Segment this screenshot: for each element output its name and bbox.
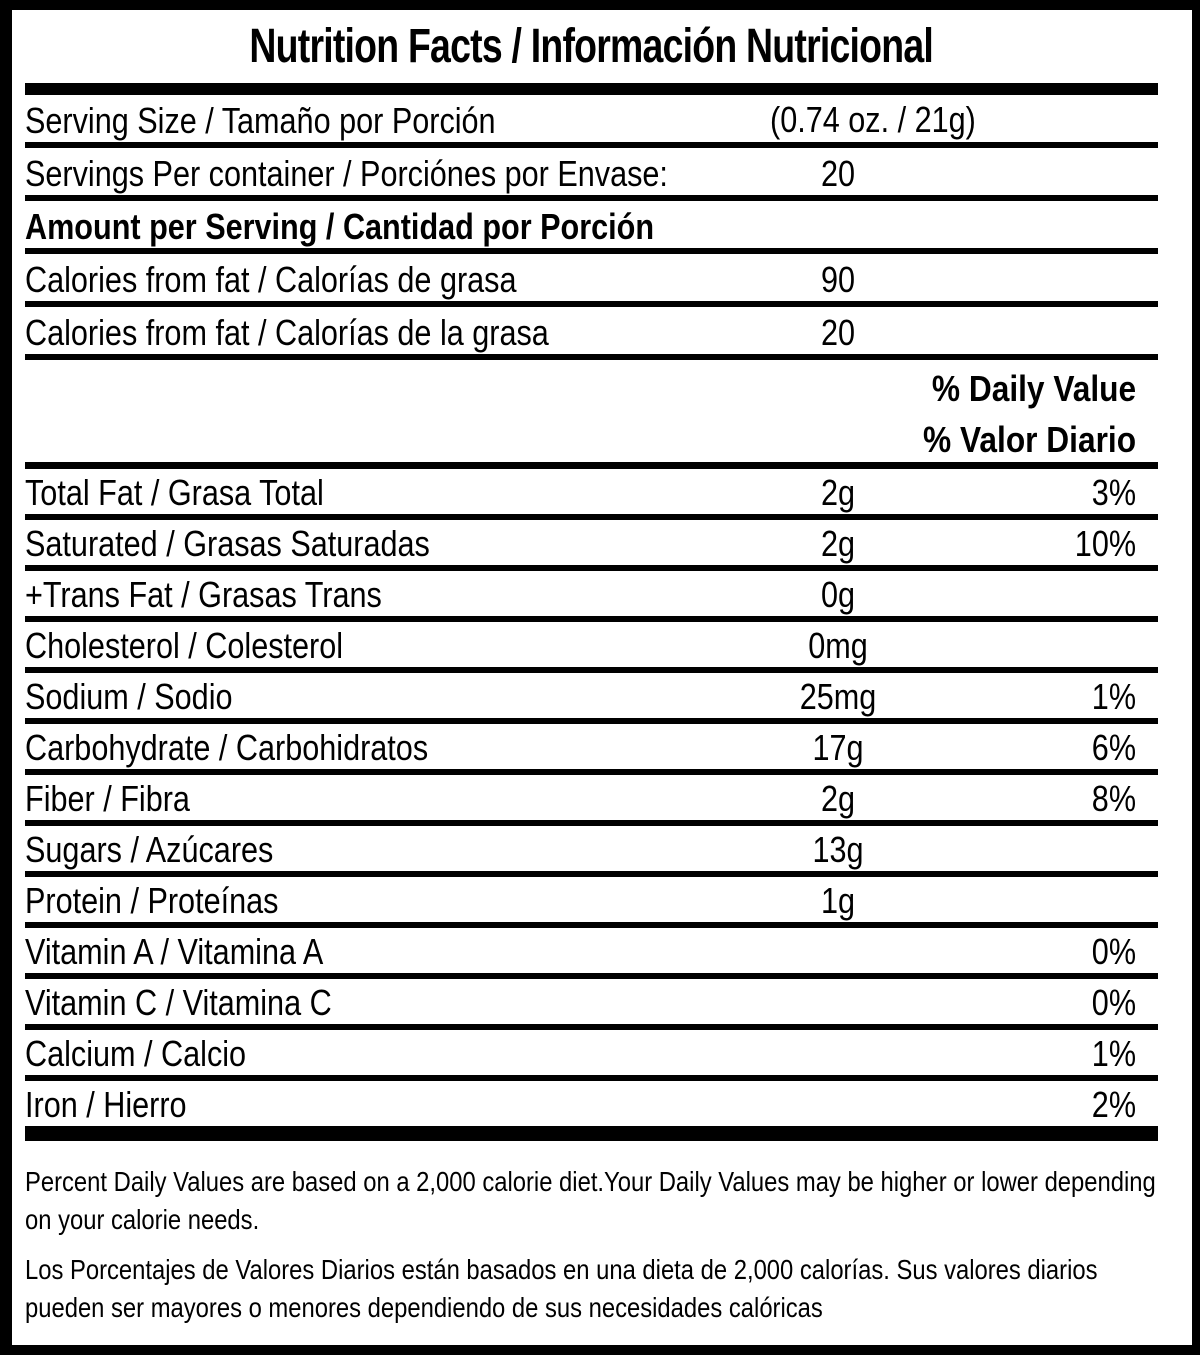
nutrient-row-fiber [25, 775, 1158, 826]
servings-per-container-row [25, 148, 1158, 201]
calories-from-fat-row-1 [25, 254, 1158, 307]
daily-value-header-block [25, 360, 1158, 469]
calories-from-fat-value-1: 90 [820, 259, 856, 300]
nutrient-label: Protein / Proteínas [25, 880, 279, 921]
amount-per-serving-row [25, 201, 1158, 254]
nutrient-row-sodium [25, 673, 1158, 724]
nutrient-row-total-fat [25, 469, 1158, 520]
servings-per-container-value: 20 [820, 153, 856, 194]
nutrient-label: Saturated / Grasas Saturadas [25, 523, 430, 564]
nutrient-label: Sugars / Azúcares [25, 829, 274, 870]
footnotes-section [25, 1141, 1158, 1327]
daily-value-header-en: % Daily Value [931, 368, 1136, 409]
calories-from-fat-label-1: Calories from fat / Calorías de grasa [25, 259, 517, 300]
label-header [25, 10, 1158, 83]
nutrient-amount: 2g [820, 472, 856, 513]
nutrient-row-iron [25, 1081, 1158, 1132]
nutrient-daily-value: 0% [1091, 931, 1136, 972]
footnote-spanish: Los Porcentajes de Valores Diarios están basados en una dieta de 2,000 calorías. Sus valores diarios pueden ser mayores o menores dependiendo de sus necesidades calóricas [25, 1254, 1098, 1323]
nutrient-daily-value: 1% [1091, 1033, 1136, 1074]
nutrient-row-trans-fat [25, 571, 1158, 622]
nutrient-amount: 0g [820, 574, 856, 615]
nutrient-amount [718, 1036, 958, 1072]
nutrient-daily-value: 0% [1091, 982, 1136, 1023]
footnote-english: Percent Daily Values are based on a 2,000 calorie diet.Your Daily Values may be higher or lower depending on your calorie needs. [25, 1166, 1156, 1235]
calories-from-fat-value-2: 20 [820, 312, 856, 353]
calories-from-fat-row-2 [25, 307, 1158, 360]
label-title: Nutrition Facts / Información Nutricional [249, 20, 934, 73]
nutrient-amount: 2g [820, 778, 856, 819]
nutrient-label: Cholesterol / Colesterol [25, 625, 344, 666]
table-end-bar [25, 1132, 1158, 1141]
nutrient-amount: 25mg [799, 676, 877, 717]
nutrient-amount: 1g [820, 880, 856, 921]
nutrient-row-calcium [25, 1030, 1158, 1081]
nutrient-amount [718, 1087, 958, 1123]
serving-size-row [25, 95, 1158, 148]
serving-size-value: (0.74 oz. / 21g) [770, 99, 976, 140]
nutrient-label: Fiber / Fibra [25, 778, 190, 819]
nutrient-label: Vitamin A / Vitamina A [25, 931, 324, 972]
nutrient-row-cholesterol [25, 622, 1158, 673]
nutrient-row-protein [25, 877, 1158, 928]
nutrient-daily-value: 1% [1091, 676, 1136, 717]
nutrient-daily-value: 8% [1091, 778, 1136, 819]
nutrient-amount: 0mg [808, 625, 868, 666]
nutrient-daily-value: 3% [1091, 472, 1136, 513]
nutrient-amount: 17g [812, 727, 864, 768]
nutrient-amount [718, 985, 958, 1021]
nutrient-label: Iron / Hierro [25, 1084, 187, 1125]
nutrient-label: +Trans Fat / Grasas Trans [25, 574, 382, 615]
nutrient-label: Calcium / Calcio [25, 1033, 247, 1074]
amount-per-serving-label: Amount per Serving / Cantidad por Porción [25, 206, 655, 247]
nutrient-daily-value: 2% [1091, 1084, 1136, 1125]
nutrient-row-sugars [25, 826, 1158, 877]
nutrient-row-carbohydrate [25, 724, 1158, 775]
calories-from-fat-label-2: Calories from fat / Calorías de la grasa [25, 312, 549, 353]
nutrient-daily-value: 10% [1074, 523, 1136, 564]
nutrient-row-saturated-fat [25, 520, 1158, 571]
nutrient-daily-value: 6% [1091, 727, 1136, 768]
title-divider-bar [25, 83, 1158, 95]
nutrient-row-vitamin-c [25, 979, 1158, 1030]
nutrient-amount: 13g [812, 829, 864, 870]
nutrient-label: Carbohydrate / Carbohidratos [25, 727, 429, 768]
servings-per-container-label: Servings Per container / Porciónes por Envase: [25, 153, 668, 194]
nutrient-label: Sodium / Sodio [25, 676, 233, 717]
nutrient-label: Total Fat / Grasa Total [25, 472, 324, 513]
serving-size-label: Serving Size / Tamaño por Porción [25, 100, 496, 141]
nutrient-row-vitamin-a [25, 928, 1158, 979]
nutrient-amount: 2g [820, 523, 856, 564]
daily-value-header-es: % Valor Diario [922, 419, 1136, 460]
nutrient-label: Vitamin C / Vitamina C [25, 982, 332, 1023]
nutrient-amount [718, 934, 958, 970]
